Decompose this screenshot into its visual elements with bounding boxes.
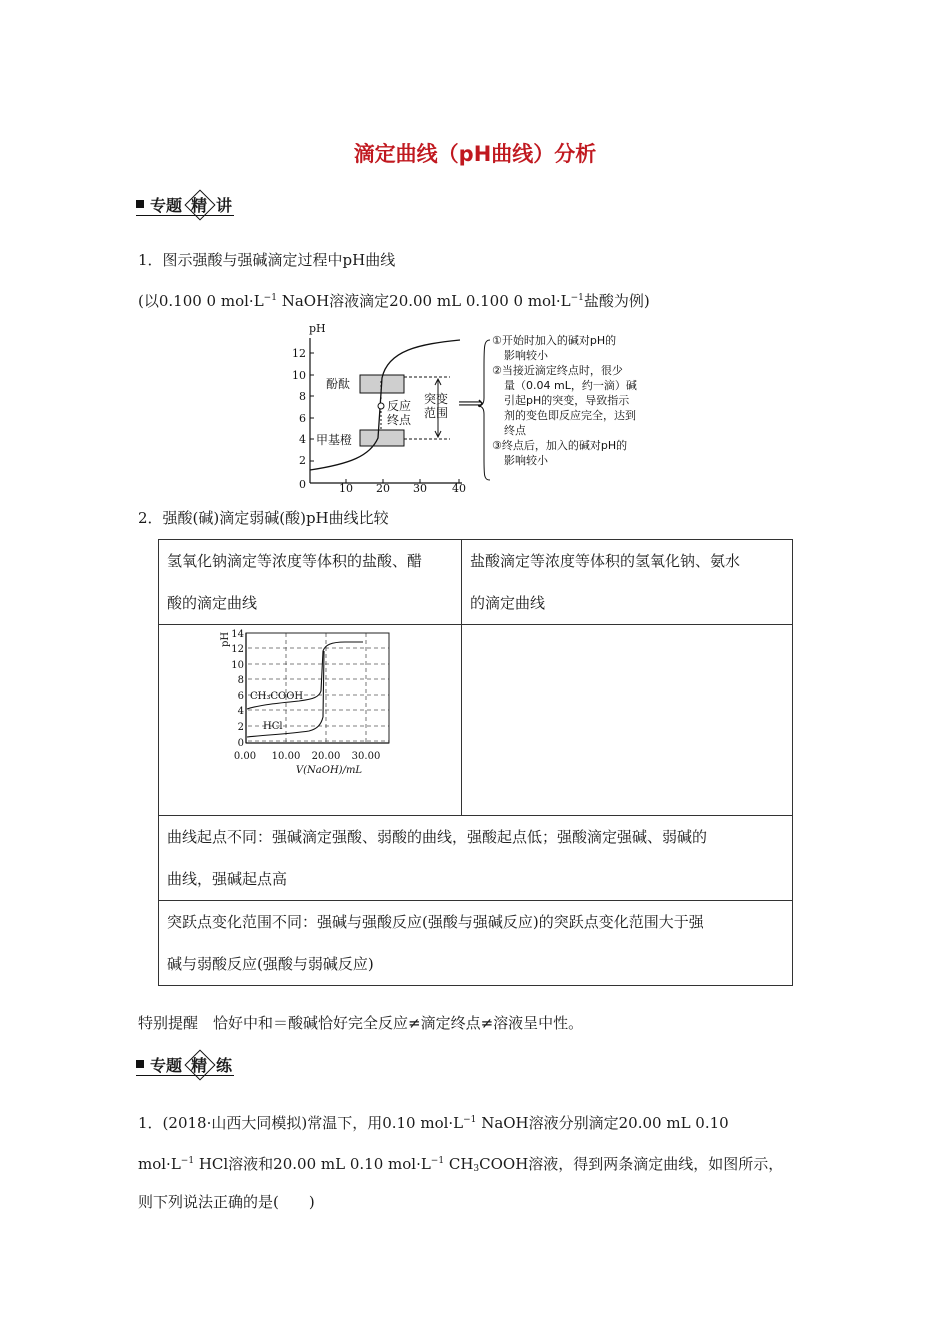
- svg-text:影响较小: 影响较小: [504, 454, 548, 467]
- svg-text:③终点后，加入的碱对pH的: ③终点后，加入的碱对pH的: [492, 439, 628, 452]
- table-empty-cell: [462, 625, 793, 816]
- svg-text:0.00: 0.00: [233, 751, 257, 762]
- svg-text:20: 20: [376, 482, 390, 495]
- svg-text:8: 8: [237, 675, 244, 686]
- table-row: [159, 816, 793, 901]
- svg-text:10: 10: [231, 660, 244, 671]
- svg-text:终点: 终点: [387, 413, 412, 427]
- svg-text:0: 0: [299, 478, 306, 491]
- svg-text:12: 12: [231, 644, 244, 655]
- svg-text:40: 40: [452, 482, 466, 495]
- svg-text:6: 6: [299, 412, 306, 425]
- table-row: [159, 540, 793, 625]
- svg-text:12: 12: [292, 347, 306, 360]
- section-underline: [136, 215, 234, 217]
- table-header-right: 盐酸滴定等浓度等体积的氢氧化钠、氨水 的滴定曲线: [462, 540, 793, 625]
- diamond-badge: 精: [184, 192, 214, 216]
- item1-heading: 1．图示强酸与强碱滴定过程中pH曲线: [138, 251, 396, 269]
- page-title: 滴定曲线（pH曲线）分析: [353, 142, 597, 166]
- svg-text:反应: 反应: [387, 399, 412, 413]
- square-bullet-icon: [136, 1060, 144, 1068]
- table-header-left: 氢氧化钠滴定等浓度等体积的盐酸、醋 酸的滴定曲线: [159, 540, 462, 625]
- svg-text:30: 30: [413, 482, 427, 495]
- svg-text:6: 6: [237, 691, 244, 702]
- svg-text:①开始时加入的碱对pH的: ①开始时加入的碱对pH的: [492, 334, 617, 347]
- item1-subtitle: (以0.100 0 $mol\cdot L^{-1}$ NaOH溶液滴定20.00 mL 0.100 0 $mol\cdot L^{-1}$盐酸为例): [138, 292, 650, 310]
- fig2-y-label: pH: [220, 631, 231, 647]
- special-reminder: 特别提醒 恰好中和＝酸碱恰好完全反应≠滴定终点≠溶液呈中性。: [138, 1014, 584, 1032]
- methyl-orange-range-box: [360, 430, 404, 446]
- svg-text:2: 2: [299, 454, 306, 467]
- svg-text:4: 4: [237, 706, 244, 717]
- equivalence-point-marker: [378, 403, 384, 409]
- section-header-lecture: 专题 精 讲: [136, 192, 232, 216]
- table-row-jump-range: 突跃点变化范围不同：强碱与强酸反应(强酸与强碱反应)的突跃点变化范围大于强 碱与弱酸反应(强酸与弱碱反应): [159, 901, 793, 986]
- svg-text:4: 4: [299, 433, 306, 446]
- svg-text:10.00: 10.00: [271, 751, 301, 762]
- svg-text:剂的变色即反应完全，达到: 剂的变色即反应完全，达到: [504, 409, 636, 422]
- implies-arrow: ⟹: [458, 393, 484, 414]
- svg-text:2: 2: [237, 722, 244, 733]
- svg-text:20.00: 20.00: [311, 751, 341, 762]
- svg-text:②当接近滴定终点时，很少: ②当接近滴定终点时，很少: [492, 364, 623, 377]
- svg-text:影响较小: 影响较小: [504, 349, 548, 362]
- section-underline: [136, 1075, 234, 1077]
- comparison-table: [158, 539, 793, 986]
- hcl-label: HCl: [263, 721, 283, 732]
- phenolphthalein-label: 酚酞: [326, 377, 351, 391]
- svg-text:10: 10: [292, 369, 306, 382]
- svg-text:终点: 终点: [504, 424, 526, 437]
- svg-text:0: 0: [237, 738, 244, 749]
- question1-line3: 则下列说法正确的是( ): [138, 1193, 315, 1211]
- strong-acid-base-titration-figure: [280, 318, 670, 498]
- weak-acid-titration-figure: [159, 625, 459, 815]
- section-header-practice: 专题 精 练: [136, 1052, 232, 1076]
- diamond-badge: 精: [184, 1052, 214, 1076]
- table-row: [159, 901, 793, 986]
- ch3cooh-label: CH₃COOH: [250, 691, 304, 702]
- fig2-x-label: V(NaOH)/mL: [295, 765, 363, 776]
- methyl-orange-label: 甲基橙: [316, 433, 353, 447]
- table-figure-cell: [159, 625, 462, 816]
- svg-text:30.00: 30.00: [351, 751, 381, 762]
- table-row: [159, 625, 793, 816]
- svg-text:量（0.04 mL，约一滴）碱: 量（0.04 mL，约一滴）碱: [504, 379, 637, 392]
- item2-heading: 2．强酸(碱)滴定弱碱(酸)pH曲线比较: [138, 509, 389, 527]
- svg-text:14: 14: [231, 629, 244, 640]
- svg-text:10: 10: [339, 482, 353, 495]
- svg-text:突变: 突变: [424, 392, 449, 406]
- fig1-y-label: pH: [309, 322, 326, 335]
- svg-text:范围: 范围: [424, 406, 449, 420]
- square-bullet-icon: [136, 200, 144, 208]
- table-row-start-point: 曲线起点不同：强碱滴定强酸、弱酸的曲线，强酸起点低；强酸滴定强碱、弱碱的 曲线，强碱起点高: [159, 816, 793, 901]
- question1-line2: $mol\cdot L^{-1}$ HCl溶液和20.00 mL 0.10 $mol\cdot L^{-1}$ $CH_3COOH$溶液，得到两条滴定曲线，如图所示，: [138, 1155, 784, 1174]
- question1-line1: 1．(2018·山西大同模拟)常温下，用0.10 $mol\cdot L^{-1}$ NaOH溶液分别滴定20.00 mL 0.10: [138, 1114, 729, 1132]
- svg-text:引起pH的突变，导致指示: 引起pH的突变，导致指示: [504, 394, 630, 407]
- svg-text:8: 8: [299, 390, 306, 403]
